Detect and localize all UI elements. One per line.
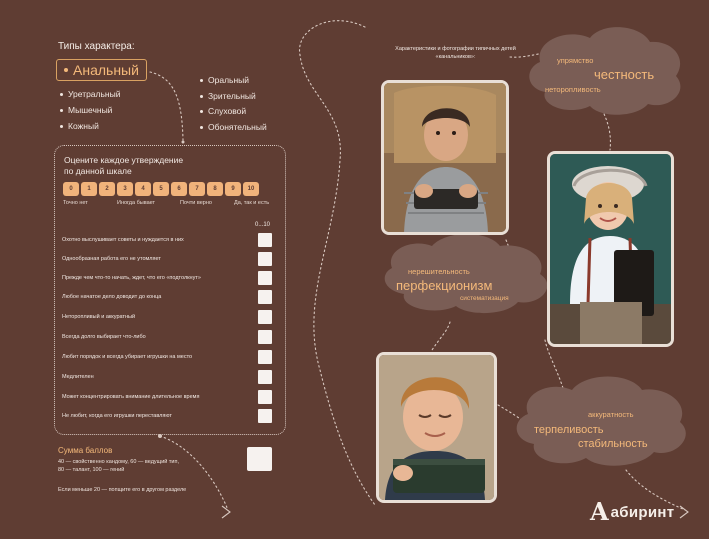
scale-label: Почти верно [180, 200, 212, 206]
trait-word: терпеливость [534, 424, 604, 436]
scale-label: Точно нет [63, 200, 88, 206]
question-text: Неторопливый и аккуратный [62, 314, 136, 320]
trait-word: систематизация [460, 295, 509, 302]
trait-word: неторопливость [545, 85, 601, 94]
quiz-title-line: по данной шкале [64, 166, 132, 176]
photo-boy-1-image [384, 83, 506, 232]
question-text: Охотно выслушивает советы и нуждается в них [62, 237, 184, 243]
scale-step: 3 [117, 182, 133, 196]
question-text: Всегда долго выбирает что-либо [62, 334, 146, 340]
type-item[interactable]: Оральный [200, 73, 267, 89]
footer-note: Если меньше 20 — попщите его в другом разделе [58, 487, 187, 493]
range-label: 0...10 [255, 222, 271, 228]
question-text: Прежде чем что-то начать, ждет, что его «подтолкнут» [62, 275, 201, 281]
trait-word: упрямство [557, 56, 594, 65]
scale-label: Да, так и есть [234, 200, 270, 206]
photo-girl-image [550, 154, 671, 344]
trait-word: стабильность [578, 438, 648, 450]
type-item[interactable]: Мышечный [60, 102, 120, 118]
type-item[interactable]: Кожный [60, 118, 120, 134]
type-item[interactable]: Обонятельный [200, 120, 267, 136]
scale-step: 4 [135, 182, 151, 196]
cloud-3 [517, 377, 686, 466]
types-title: Типы характера: [58, 41, 135, 52]
scale-step: 8 [207, 182, 223, 196]
scale-step: 5 [153, 182, 169, 196]
scale-step: 6 [171, 182, 187, 196]
photo-boy-2 [376, 352, 497, 503]
question-text: Не любит, когда его игрушки переставляют [62, 413, 172, 419]
question-text: Любое начатое дело доводит до конца [62, 294, 162, 300]
trait-word: нерешительность [408, 267, 470, 276]
logo-text: абиринт [610, 503, 675, 521]
scale-step: 0 [63, 182, 79, 196]
sum-note-line: 40 — свойственно кандому, 60 — ведущий тип, [58, 459, 179, 465]
trait-word: честность [594, 67, 655, 82]
scale-step: 2 [99, 182, 115, 196]
scale-step: 9 [225, 182, 241, 196]
logo-mark-icon: A [590, 497, 609, 526]
scale-step: 10 [243, 182, 259, 196]
type-item[interactable]: Уретральный [60, 86, 120, 102]
question-text: Любит порядок и всегда убирает игрушки на место [62, 354, 193, 360]
question-text: Медлителен [62, 374, 94, 380]
active-type-label: Анальный [73, 61, 139, 78]
sum-note-line: 80 — талант, 100 — гений [58, 467, 125, 473]
photo-boy-2-image [379, 355, 494, 500]
question-text: Может концентрировать внимание длительное время [62, 394, 200, 400]
photo-caption: Характеристики и фотографии типичных детей «канальников»: [395, 46, 516, 60]
trait-word: перфекционизм [396, 278, 493, 293]
scale-step: 1 [81, 182, 97, 196]
labirint-logo [590, 497, 675, 526]
photo-boy-1 [381, 80, 509, 235]
type-item[interactable]: Зрительный [200, 89, 267, 105]
type-item[interactable]: Слуховой [200, 104, 267, 120]
scale-label: Иногда бывает [117, 200, 156, 206]
sum-title: Сумма баллов [58, 446, 113, 455]
photo-girl [547, 151, 674, 347]
scale-step: 7 [189, 182, 205, 196]
question-text: Однообразная работа его не утомляет [62, 256, 161, 262]
trait-word: аккуратность [588, 410, 634, 419]
quiz-title-line: Оцените каждое утверждение [64, 155, 184, 165]
